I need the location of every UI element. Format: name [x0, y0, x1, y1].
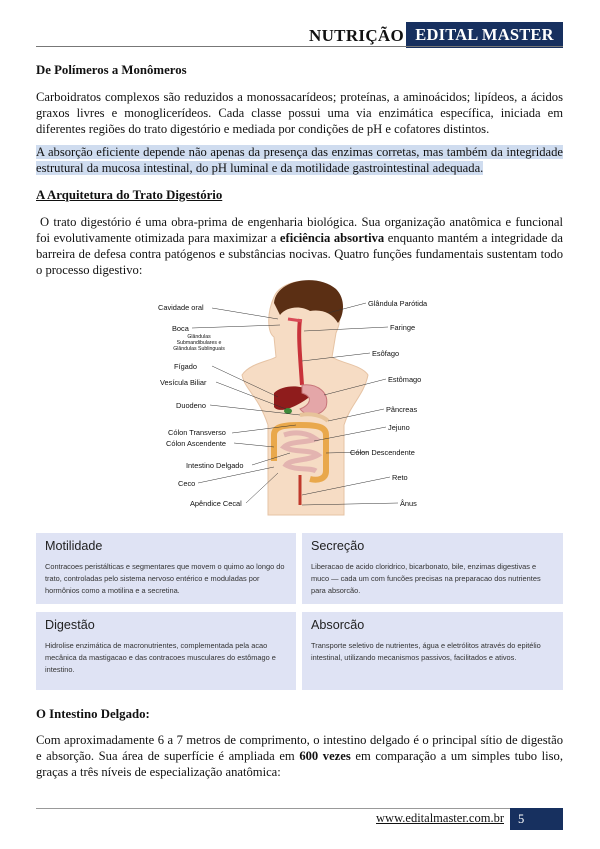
card-body: Contracoes peristálticas e segmentares que movem o quimo ao longo do trato, controladas pelo sistema nervoso entérico e moduladas por hormônios como a motilina e a secretina. [45, 562, 285, 595]
label-colon-ascendente: Cólon Ascendente [166, 439, 226, 448]
heading-intestino-delgado: O Intestino Delgado: [36, 707, 150, 721]
footer-link[interactable]: www.editalmaster.com.br [376, 811, 504, 825]
section-title: NUTRIÇÃO [309, 26, 404, 45]
label-ceco: Ceco [178, 479, 196, 488]
card-secrecao [302, 533, 563, 604]
card-body: Transporte seletivo de nutrientes, água e eletrólitos através do epitélio intestinal, utilizando mecanismos passivos, facilitados e ativos. [311, 641, 541, 662]
label-reto: Reto [392, 473, 408, 482]
label-anus: Ânus [400, 499, 417, 508]
heading-polimeros: De Polímeros a Monômeros [36, 63, 187, 77]
paragraph-text: enquanto mantém a integridade da barreira de defesa contra patógenos e substâncias nocivas. Quatro funções fundamentais sustentam todo o processo digestivo: [36, 231, 563, 277]
brand-box: EDITAL MASTER [406, 22, 563, 48]
label-duodeno: Duodeno [176, 401, 206, 410]
label-boca: Boca [172, 324, 189, 333]
bold-eficiencia: eficiência absortiva [279, 231, 385, 245]
card-absorcao [302, 612, 563, 690]
label-esofago: Esôfago [372, 349, 400, 358]
label-vesicula: Vesícula Biliar [160, 378, 207, 387]
label-colon-transverso: Cólon Transverso [168, 428, 226, 437]
page-header [0, 0, 600, 48]
label-jejuno: Jejuno [388, 423, 410, 432]
label-cavidade-oral: Cavidade oral [158, 303, 204, 312]
footer-url[interactable] [376, 811, 504, 826]
card-digestao [36, 612, 296, 690]
paragraph-intestino [36, 732, 563, 780]
label-glandulas-line: Glândulas [187, 334, 211, 340]
bold-600-vezes: 600 vezes [299, 749, 351, 763]
label-glandulas [164, 334, 234, 352]
paragraph-absorcao-highlight [36, 144, 563, 176]
paragraph-carboidratos: Carboidratos complexos são reduzidos a monossacarídeos; proteínas, a aminoácidos; lipídeos, a ácidos graxos livres e monoglicerídeos. Cada classe possui uma via enzimática específica, iniciada em diferentes regiões do trato digestório e mediada por condições de pH e cofatores distintos. [36, 90, 563, 136]
card-title: Absorcão [311, 618, 365, 632]
label-faringe: Faringe [390, 323, 416, 332]
paragraph-text: Com aproximadamente 6 a 7 metros de comprimento, o intestino delgado é o principal sítio de digestão e absorção. Sua área de superfície é ampliada em [36, 733, 563, 763]
card-title: Secreção [311, 539, 365, 553]
card-body: Hidrolise enzimática de macronutrientes, complementada pela acao mecânica da mastigacao e das contracoes musculares do estômago e intestino. [45, 641, 276, 674]
footer-rule [36, 808, 563, 809]
label-glandulas-line: Glândulas Sublinguais [173, 346, 225, 352]
heading-arquitetura: A Arquitetura do Trato Digestório [36, 188, 223, 202]
label-parotida: Glândula Parótida [368, 299, 428, 308]
label-estomago: Estômago [388, 375, 422, 384]
card-title: Motilidade [45, 539, 103, 553]
label-glandulas-line: Submandibulares e [176, 340, 222, 346]
paragraph-text: em comparação a um simples tubo liso, graças a três níveis de especialização anatômica: [36, 749, 563, 779]
highlighted-text: A absorção eficiente depende não apenas da presença das enzimas corretas, mas também da integridade estrutural da mucosa intestinal, do pH luminal e da motilidade gastrointestinal adequada. [36, 145, 563, 175]
page-number: 5 [510, 808, 563, 830]
card-title: Digestão [45, 618, 95, 632]
card-motilidade [36, 533, 296, 604]
digestive-system-figure [150, 275, 450, 520]
label-intestino-delgado: Intestino Delgado [186, 461, 244, 470]
paragraph-text: O trato digestório é uma obra-prima de engenharia biológica. Sua organização anatômica e funcional foi evolutivamente otimizada para maximizar a [36, 215, 563, 245]
card-body: Liberacao de acido cloridrico, bicarbonato, bile, enzimas digestivas e muco — cada um com funcões precisas na preparacao dos nutrientes para absorcão. [311, 562, 541, 595]
header-rule [36, 46, 563, 47]
label-colon-descendente: Cólon Descendente [350, 448, 415, 457]
label-figado: Fígado [174, 362, 198, 371]
label-apendice: Apêndice Cecal [190, 499, 242, 508]
label-pancreas: Pâncreas [386, 405, 418, 414]
paragraph-trato [36, 214, 563, 278]
